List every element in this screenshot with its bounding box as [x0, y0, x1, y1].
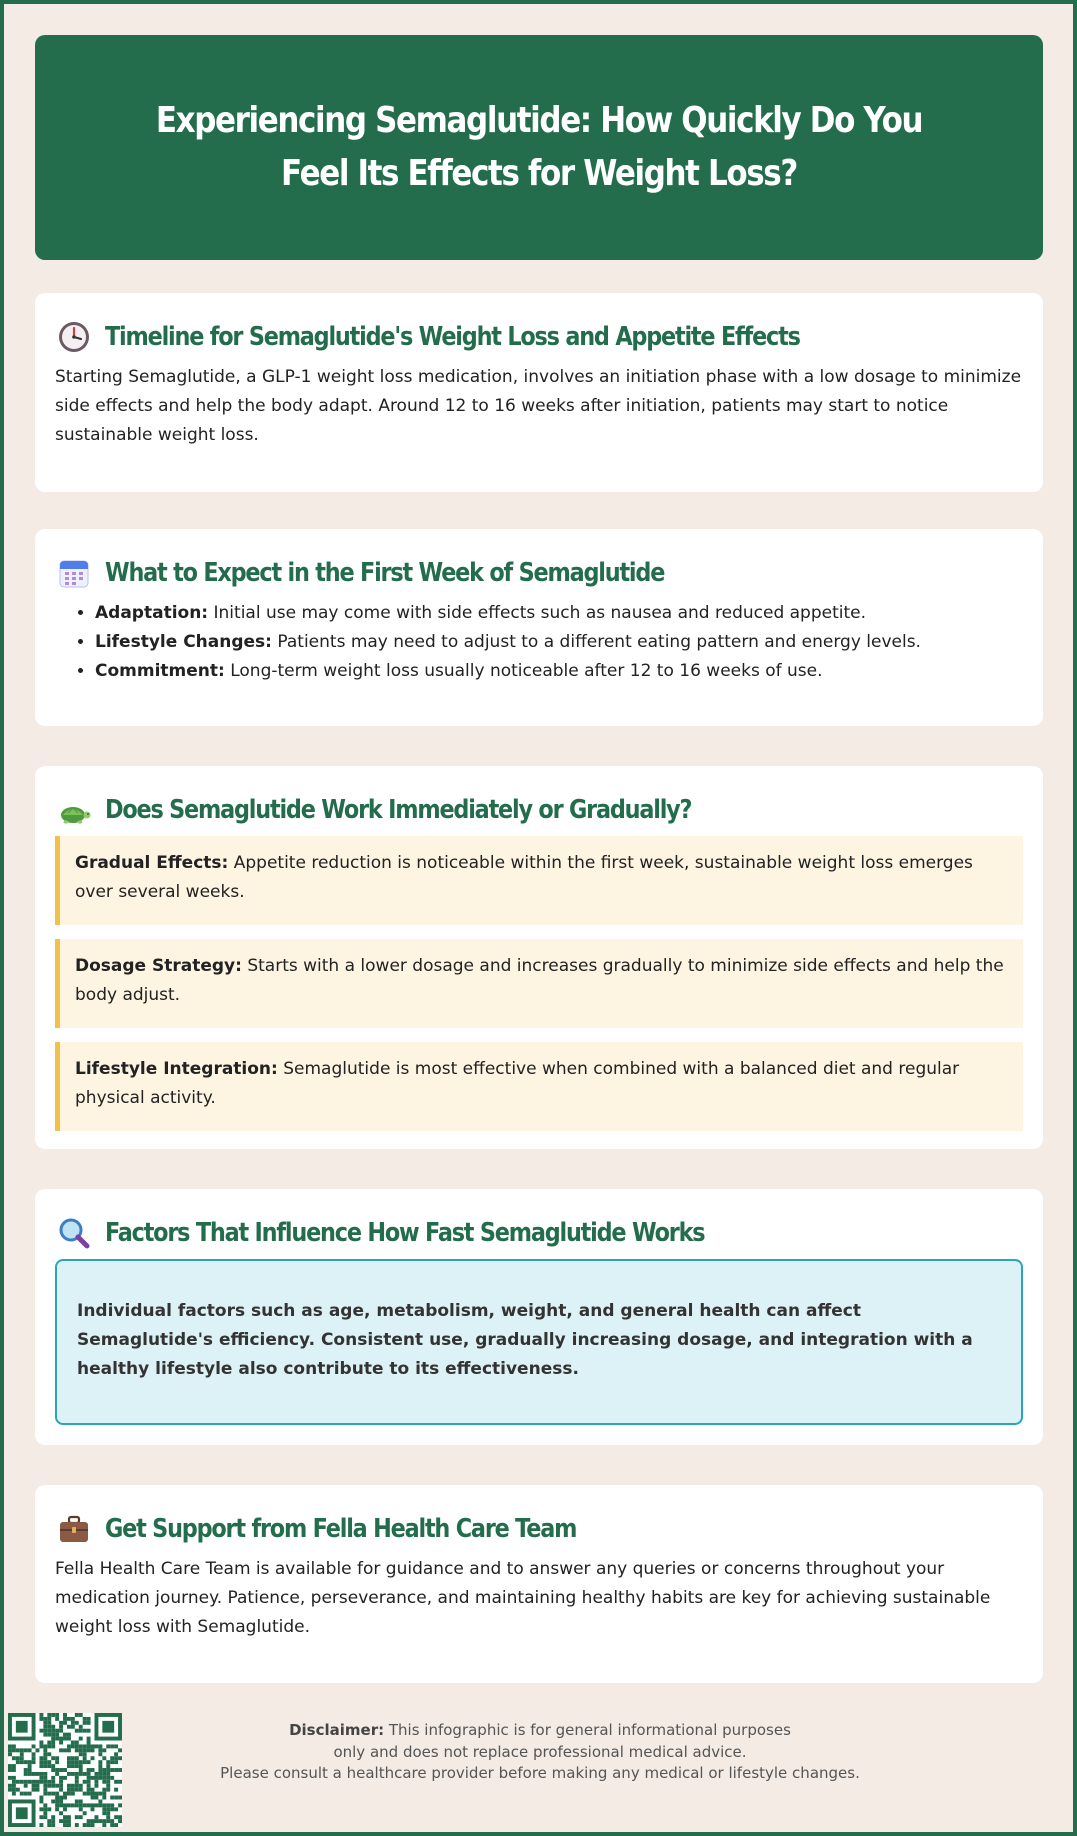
first-week-heading [57, 549, 755, 597]
callout-label: Dosage Strategy: [75, 956, 242, 976]
timeline-heading [57, 313, 913, 361]
turtle-icon [57, 793, 91, 827]
qr-code [8, 1713, 122, 1827]
support-section [35, 1485, 1043, 1683]
magnifier-icon [57, 1216, 91, 1250]
list-item-text: Long-term weight loss usually noticeable after 12 to 16 weeks of use. [224, 661, 823, 681]
callout-gradual-effects [55, 836, 1023, 925]
callout-text: Semaglutide is most effective when combined with a balanced diet and regular physical activity. [75, 1059, 960, 1108]
gradual-title: Does Semaglutide Work Immediately or Gradually? [105, 795, 692, 825]
disclaimer-text: This infographic is for general informational purposes [384, 1721, 791, 1739]
disclaimer-label: Disclaimer: [289, 1721, 385, 1739]
first-week-section [35, 529, 1043, 726]
factors-info-box [55, 1259, 1023, 1425]
list-item [95, 657, 1023, 686]
disclaimer-line-2: only and does not replace professional medical advice. [333, 1742, 747, 1761]
callout-label: Gradual Effects: [75, 853, 229, 873]
callout-dosage-strategy [55, 939, 1023, 1028]
callout-text: Starts with a lower dosage and increases gradually to minimize side effects and help the body adjust. [75, 956, 1004, 1005]
gradual-heading [57, 786, 787, 834]
page-title: Experiencing Semaglutide: How Quickly Do You Feel Its Effects for Weight Loss? [155, 100, 923, 194]
callout-lifestyle-integration [55, 1042, 1023, 1131]
factors-heading [57, 1209, 802, 1257]
support-heading [57, 1505, 653, 1553]
clock-icon [57, 320, 91, 354]
support-title: Get Support from Fella Health Care Team [105, 1514, 577, 1544]
support-text: Fella Health Care Team is available for guidance and to answer any queries or concerns throughout your medication journey. Patience, perseverance, and maintaining healthy habits are key for achieving sustainable weight loss with Semaglutide. [55, 1559, 991, 1637]
calendar-icon [57, 556, 91, 590]
list-item-label: Commitment: [95, 661, 225, 681]
list-item-text: Initial use may come with side effects such as nausea and reduced appetite. [208, 603, 867, 623]
factors-text: Individual factors such as age, metabolism, weight, and general health can affect Semaglutide's efficiency. Consistent use, gradually increasing dosage, and integration with a healthy lifestyle also contribute to its effectiveness. [77, 1301, 973, 1379]
list-item-label: Adaptation: [95, 603, 209, 623]
page-header [35, 35, 1043, 260]
callout-text: Appetite reduction is noticeable within the first week, sustainable weight loss emerges over several weeks. [75, 853, 973, 902]
list-item-text: Patients may need to adjust to a different eating pattern and energy levels. [271, 632, 921, 652]
timeline-text: Starting Semaglutide, a GLP-1 weight loss medication, involves an initiation phase with a low dosage to minimize side effects and help the body adapt. Around 12 to 16 weeks after initiation, patients may start to notice sustainable weight loss. [55, 367, 1022, 445]
callout-label: Lifestyle Integration: [75, 1059, 278, 1079]
briefcase-icon [57, 1512, 91, 1546]
factors-title: Factors That Influence How Fast Semaglutide Works [105, 1218, 705, 1248]
list-item-label: Lifestyle Changes: [95, 632, 272, 652]
timeline-title: Timeline for Semaglutide's Weight Loss and Appetite Effects [105, 322, 800, 352]
list-item [95, 628, 1023, 657]
list-item [95, 599, 1023, 628]
disclaimer-line-1 [220, 1720, 860, 1742]
factors-section [35, 1189, 1043, 1445]
disclaimer [220, 1720, 860, 1785]
first-week-title: What to Expect in the First Week of Semaglutide [105, 558, 665, 588]
timeline-section [35, 293, 1043, 492]
disclaimer-line-3: Please consult a healthcare provider before making any medical or lifestyle changes. [220, 1764, 860, 1782]
gradual-section [35, 766, 1043, 1149]
first-week-list [55, 599, 1023, 686]
